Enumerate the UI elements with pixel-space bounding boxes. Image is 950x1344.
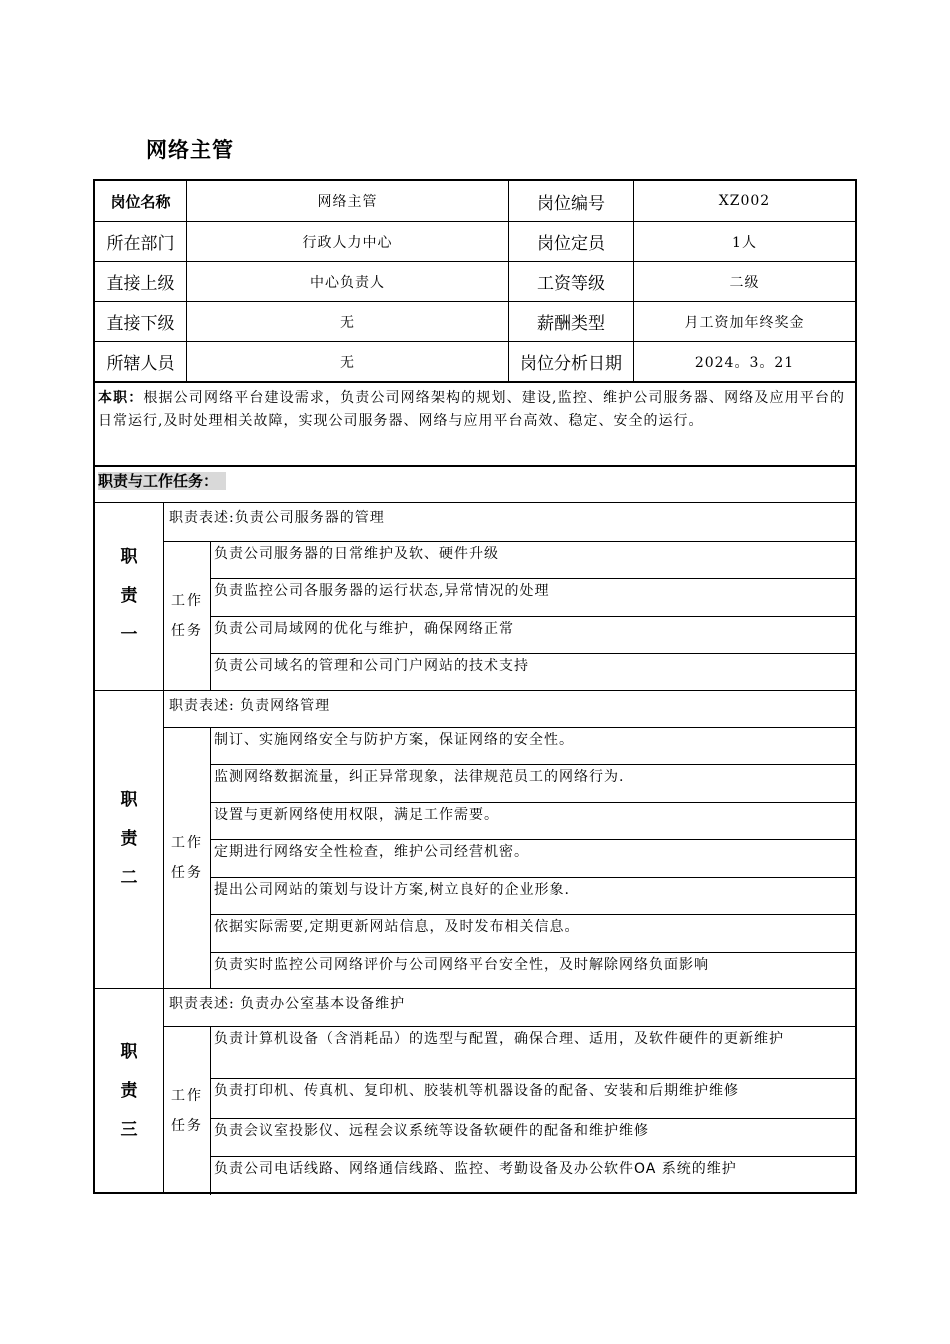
info-row: [95, 301, 855, 341]
field-label: 岗位编号: [508, 181, 633, 221]
summary-label: 本职：: [98, 390, 144, 406]
field-label: 工资等级: [508, 262, 633, 301]
field-label: 所在部门: [106, 234, 175, 254]
task-label: 工作 任务: [163, 727, 210, 988]
field-label: 直接上级: [106, 274, 175, 294]
task-item: 制订、实施网络安全与防护方案，保证网络的安全性。: [210, 727, 855, 764]
task-item: 负责公司局域网的优化与维护，确保网络正常: [210, 616, 855, 653]
field-value: 2024。3。21: [633, 342, 855, 381]
duty-block-2: [95, 690, 855, 988]
task-item: 依据实际需要,定期更新网站信息，及时发布相关信息。: [210, 914, 855, 952]
field-value: 月工资加年终奖金: [633, 302, 855, 341]
field-value: 中心负责人: [186, 262, 508, 301]
duty-description: 职责表述: 负责办公室基本设备维护: [163, 989, 855, 1026]
duty-title: 职 责 三: [120, 1042, 138, 1140]
field-label: 岗位名称: [110, 192, 171, 211]
duty-block-3: [95, 988, 855, 1194]
field-value: XZ002: [633, 181, 855, 221]
task-item: 负责打印机、传真机、复印机、胶装机等机器设备的配备、安装和后期维护维修: [210, 1078, 855, 1118]
task-item: 定期进行网络安全性检查，维护公司经营机密。: [210, 839, 855, 877]
field-label: 直接下级: [106, 314, 175, 334]
info-row: [95, 261, 855, 301]
task-item: 负责公司服务器的日常维护及软、硬件升级: [210, 541, 855, 578]
field-value: 无: [186, 302, 508, 341]
task-label: 工作 任务: [163, 1026, 210, 1194]
task-item: 负责公司电话线路、网络通信线路、监控、考勤设备及办公软件OA 系统的维护: [210, 1156, 855, 1195]
info-row: [95, 181, 855, 221]
duty-description: 职责表述: 负责网络管理: [163, 691, 855, 727]
field-label: 岗位定员: [508, 222, 633, 261]
field-value: 行政人力中心: [186, 222, 508, 261]
field-label: 薪酬类型: [508, 302, 633, 341]
task-item: 负责计算机设备（含消耗品）的选型与配置，确保合理、适用，及软件硬件的更新维护: [210, 1026, 855, 1078]
task-item: 负责监控公司各服务器的运行状态,异常情况的处理: [210, 578, 855, 616]
duty-description: 职责表述:负责公司服务器的管理: [163, 503, 855, 541]
duty-block-1: [95, 502, 855, 690]
task-label: 工作 任务: [163, 541, 210, 690]
task-item: 设置与更新网络使用权限，满足工作需要。: [210, 802, 855, 839]
oa-code: OA: [634, 1161, 657, 1177]
task-item: 负责会议室投影仪、远程会议系统等设备软硬件的配备和维护维修: [210, 1118, 855, 1156]
info-row: [95, 221, 855, 261]
job-summary: [95, 381, 855, 465]
task-item: 负责实时监控公司网络评价与公司网络平台安全性，及时解除网络负面影响: [210, 952, 855, 989]
page-title: 网络主管: [146, 138, 234, 162]
task-item: 提出公司网站的策划与设计方案,树立良好的企业形象.: [210, 877, 855, 914]
field-label: 岗位分析日期: [508, 342, 633, 381]
field-value: 1人: [633, 222, 855, 261]
job-description-table: [93, 179, 857, 1194]
responsibilities-heading: 职责与工作任务：: [95, 465, 855, 502]
summary-text: 根据公司网络平台建设需求，负责公司网络架构的规划、建设,监控、维护公司服务器、网络及应用平台的日常运行,及时处理相关故障，实现公司服务器、网络与应用平台高效、稳定、安全的运行。: [98, 390, 845, 429]
task-item: 监测网络数据流量，纠正异常现象，法律规范员工的网络行为.: [210, 764, 855, 802]
duty-title: 职 责 一: [120, 547, 138, 645]
field-value: 无: [186, 342, 508, 381]
info-row: [95, 341, 855, 381]
duty-title: 职 责 二: [120, 790, 138, 888]
field-value: 网络主管: [186, 181, 508, 221]
field-label: 所辖人员: [106, 354, 175, 374]
task-item: 负责公司域名的管理和公司门户网站的技术支持: [210, 653, 855, 691]
field-value: 二级: [633, 262, 855, 301]
